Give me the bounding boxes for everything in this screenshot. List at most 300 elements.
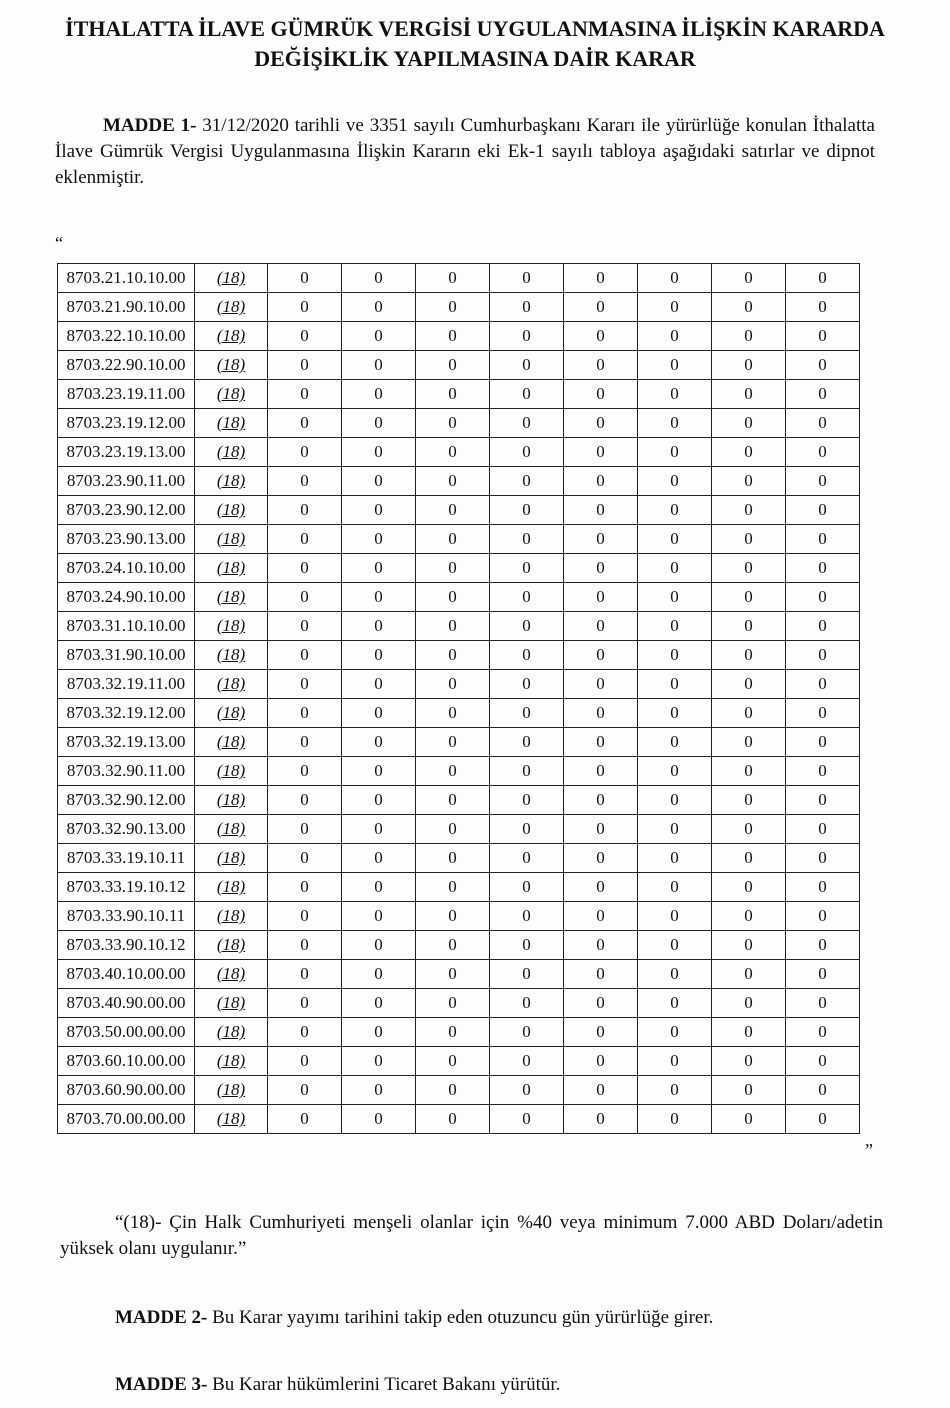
rate-cell: 0 xyxy=(268,844,342,873)
rate-cell: 0 xyxy=(638,583,712,612)
rate-cell: 0 xyxy=(638,264,712,293)
rate-cell: 0 xyxy=(638,989,712,1018)
rate-cell: 0 xyxy=(268,1047,342,1076)
rate-cell: 0 xyxy=(416,699,490,728)
rate-cell: 0 xyxy=(342,931,416,960)
rate-cell: 0 xyxy=(638,525,712,554)
rate-cell: 0 xyxy=(638,786,712,815)
article-2-label: MADDE 2- xyxy=(115,1307,208,1328)
footnote-ref-cell: (18) xyxy=(195,844,268,873)
tariff-code-cell: 8703.33.19.10.12 xyxy=(58,873,195,902)
tariff-code-cell: 8703.60.90.00.00 xyxy=(58,1076,195,1105)
rate-cell: 0 xyxy=(786,496,860,525)
rate-cell: 0 xyxy=(490,873,564,902)
rate-cell: 0 xyxy=(490,1105,564,1134)
table-row xyxy=(58,902,860,931)
rate-cell: 0 xyxy=(416,496,490,525)
rate-cell: 0 xyxy=(268,670,342,699)
rate-cell: 0 xyxy=(416,554,490,583)
rate-cell: 0 xyxy=(416,931,490,960)
rate-cell: 0 xyxy=(342,902,416,931)
rate-cell: 0 xyxy=(786,438,860,467)
rate-cell: 0 xyxy=(416,670,490,699)
rate-cell: 0 xyxy=(342,670,416,699)
rate-cell: 0 xyxy=(342,815,416,844)
rate-cell: 0 xyxy=(342,496,416,525)
table-row xyxy=(58,322,860,351)
rate-cell: 0 xyxy=(342,583,416,612)
rate-cell: 0 xyxy=(490,1018,564,1047)
rate-cell: 0 xyxy=(490,989,564,1018)
rate-cell: 0 xyxy=(268,322,342,351)
rate-cell: 0 xyxy=(712,409,786,438)
rate-cell: 0 xyxy=(712,380,786,409)
footnote-ref-cell: (18) xyxy=(195,380,268,409)
table-row xyxy=(58,380,860,409)
rate-cell: 0 xyxy=(638,902,712,931)
rate-cell: 0 xyxy=(268,496,342,525)
rate-cell: 0 xyxy=(786,1018,860,1047)
rate-cell: 0 xyxy=(490,409,564,438)
footnote-ref-cell: (18) xyxy=(195,1018,268,1047)
table-open-quote: “ xyxy=(55,233,63,253)
footnote-ref-cell: (18) xyxy=(195,322,268,351)
rate-cell: 0 xyxy=(638,438,712,467)
footnote-ref-cell: (18) xyxy=(195,989,268,1018)
rate-cell: 0 xyxy=(786,728,860,757)
rate-cell: 0 xyxy=(416,525,490,554)
table-row xyxy=(58,757,860,786)
tariff-code-cell: 8703.21.90.10.00 xyxy=(58,293,195,322)
rate-cell: 0 xyxy=(564,786,638,815)
rate-cell: 0 xyxy=(638,873,712,902)
footnote-ref-cell: (18) xyxy=(195,467,268,496)
rate-cell: 0 xyxy=(564,1105,638,1134)
rate-cell: 0 xyxy=(342,525,416,554)
rate-cell: 0 xyxy=(342,699,416,728)
tariff-code-cell: 8703.32.19.13.00 xyxy=(58,728,195,757)
rate-cell: 0 xyxy=(564,1018,638,1047)
rate-cell: 0 xyxy=(416,844,490,873)
table-row xyxy=(58,612,860,641)
footnote-ref-cell: (18) xyxy=(195,1076,268,1105)
rate-cell: 0 xyxy=(268,612,342,641)
tariff-code-cell: 8703.33.90.10.11 xyxy=(58,902,195,931)
rate-cell: 0 xyxy=(416,583,490,612)
tariff-code-cell: 8703.60.10.00.00 xyxy=(58,1047,195,1076)
rate-cell: 0 xyxy=(268,1105,342,1134)
footnote-ref-cell: (18) xyxy=(195,438,268,467)
rate-cell: 0 xyxy=(564,844,638,873)
rate-cell: 0 xyxy=(564,322,638,351)
rate-cell: 0 xyxy=(490,467,564,496)
rate-cell: 0 xyxy=(342,380,416,409)
rate-cell: 0 xyxy=(712,1018,786,1047)
rate-cell: 0 xyxy=(564,264,638,293)
rate-cell: 0 xyxy=(638,641,712,670)
article-1-label: MADDE 1- xyxy=(103,115,197,136)
rate-cell: 0 xyxy=(786,670,860,699)
rate-cell: 0 xyxy=(786,351,860,380)
article-1-paragraph xyxy=(55,113,875,191)
rate-cell: 0 xyxy=(342,641,416,670)
rate-cell: 0 xyxy=(564,612,638,641)
tariff-code-cell: 8703.50.00.00.00 xyxy=(58,1018,195,1047)
rate-cell: 0 xyxy=(786,612,860,641)
rate-cell: 0 xyxy=(490,1047,564,1076)
rate-cell: 0 xyxy=(268,554,342,583)
rate-cell: 0 xyxy=(564,583,638,612)
rate-cell: 0 xyxy=(712,293,786,322)
rate-cell: 0 xyxy=(490,380,564,409)
title-line-2: DEĞİŞİKLİK YAPILMASINA DAİR KARAR xyxy=(254,46,696,71)
rate-cell: 0 xyxy=(416,1047,490,1076)
footnote-ref-cell: (18) xyxy=(195,699,268,728)
rate-cell: 0 xyxy=(416,815,490,844)
rate-cell: 0 xyxy=(416,264,490,293)
rate-cell: 0 xyxy=(490,699,564,728)
rate-cell: 0 xyxy=(564,293,638,322)
rate-cell: 0 xyxy=(490,583,564,612)
table-row xyxy=(58,1047,860,1076)
rate-cell: 0 xyxy=(712,467,786,496)
rate-cell: 0 xyxy=(786,786,860,815)
table-row xyxy=(58,931,860,960)
rate-cell: 0 xyxy=(342,1018,416,1047)
table-row xyxy=(58,989,860,1018)
rate-cell: 0 xyxy=(564,1076,638,1105)
rate-cell: 0 xyxy=(490,641,564,670)
table-row xyxy=(58,467,860,496)
table-row xyxy=(58,699,860,728)
rate-cell: 0 xyxy=(638,1105,712,1134)
rate-cell: 0 xyxy=(490,496,564,525)
rate-cell: 0 xyxy=(268,467,342,496)
rate-cell: 0 xyxy=(564,641,638,670)
rate-cell: 0 xyxy=(416,728,490,757)
rate-cell: 0 xyxy=(786,989,860,1018)
rate-cell: 0 xyxy=(490,554,564,583)
tariff-code-cell: 8703.40.10.00.00 xyxy=(58,960,195,989)
document-title xyxy=(0,14,950,74)
rate-cell: 0 xyxy=(638,293,712,322)
rate-cell: 0 xyxy=(638,960,712,989)
rate-cell: 0 xyxy=(490,525,564,554)
rate-cell: 0 xyxy=(268,583,342,612)
table-row xyxy=(58,438,860,467)
rate-cell: 0 xyxy=(786,467,860,496)
rate-cell: 0 xyxy=(786,554,860,583)
tariff-code-cell: 8703.22.10.10.00 xyxy=(58,322,195,351)
table-row xyxy=(58,786,860,815)
rate-cell: 0 xyxy=(712,844,786,873)
table-close-quote: ” xyxy=(865,1140,873,1160)
rate-cell: 0 xyxy=(416,409,490,438)
rate-cell: 0 xyxy=(786,293,860,322)
tariff-code-cell: 8703.24.90.10.00 xyxy=(58,583,195,612)
rate-cell: 0 xyxy=(564,931,638,960)
rate-cell: 0 xyxy=(712,264,786,293)
tariff-code-cell: 8703.21.10.10.00 xyxy=(58,264,195,293)
table-row xyxy=(58,1018,860,1047)
table-row xyxy=(58,844,860,873)
table-row xyxy=(58,641,860,670)
footnote-ref-cell: (18) xyxy=(195,641,268,670)
rate-cell: 0 xyxy=(268,438,342,467)
rate-cell: 0 xyxy=(712,496,786,525)
rate-cell: 0 xyxy=(638,931,712,960)
rate-cell: 0 xyxy=(786,641,860,670)
rate-cell: 0 xyxy=(268,931,342,960)
rate-cell: 0 xyxy=(564,554,638,583)
rate-cell: 0 xyxy=(416,873,490,902)
footnote-ref-cell: (18) xyxy=(195,960,268,989)
rate-cell: 0 xyxy=(712,989,786,1018)
rate-cell: 0 xyxy=(638,322,712,351)
footnote-ref-cell: (18) xyxy=(195,728,268,757)
title-line-1: İTHALATTA İLAVE GÜMRÜK VERGİSİ UYGULANMASINA İLİŞKİN KARARDA xyxy=(65,16,885,41)
rate-cell: 0 xyxy=(786,699,860,728)
rate-cell: 0 xyxy=(416,989,490,1018)
rate-cell: 0 xyxy=(490,931,564,960)
rate-cell: 0 xyxy=(712,786,786,815)
table-row xyxy=(58,496,860,525)
rate-cell: 0 xyxy=(564,525,638,554)
rate-cell: 0 xyxy=(786,902,860,931)
rate-cell: 0 xyxy=(564,496,638,525)
rate-cell: 0 xyxy=(638,1076,712,1105)
rate-cell: 0 xyxy=(786,525,860,554)
table-row xyxy=(58,960,860,989)
rate-cell: 0 xyxy=(638,351,712,380)
footnote-ref-cell: (18) xyxy=(195,612,268,641)
rate-cell: 0 xyxy=(416,786,490,815)
rate-cell: 0 xyxy=(712,815,786,844)
rate-cell: 0 xyxy=(342,728,416,757)
rate-cell: 0 xyxy=(342,554,416,583)
footnote-ref-cell: (18) xyxy=(195,873,268,902)
rate-cell: 0 xyxy=(712,699,786,728)
rate-cell: 0 xyxy=(564,757,638,786)
rate-cell: 0 xyxy=(490,293,564,322)
rate-cell: 0 xyxy=(416,1018,490,1047)
rate-cell: 0 xyxy=(712,351,786,380)
rate-cell: 0 xyxy=(638,757,712,786)
rate-cell: 0 xyxy=(268,641,342,670)
table-row xyxy=(58,583,860,612)
rate-cell: 0 xyxy=(638,815,712,844)
footnote-ref-cell: (18) xyxy=(195,902,268,931)
tariff-code-cell: 8703.31.90.10.00 xyxy=(58,641,195,670)
rate-cell: 0 xyxy=(268,873,342,902)
footnote-ref-cell: (18) xyxy=(195,351,268,380)
rate-cell: 0 xyxy=(712,525,786,554)
footnote-ref-cell: (18) xyxy=(195,293,268,322)
rate-cell: 0 xyxy=(564,960,638,989)
rate-cell: 0 xyxy=(342,1105,416,1134)
rate-cell: 0 xyxy=(342,293,416,322)
footnote-ref-cell: (18) xyxy=(195,815,268,844)
rate-cell: 0 xyxy=(490,844,564,873)
rate-cell: 0 xyxy=(416,467,490,496)
article-2-paragraph xyxy=(115,1305,875,1331)
rate-cell: 0 xyxy=(786,322,860,351)
rate-cell: 0 xyxy=(416,351,490,380)
rate-cell: 0 xyxy=(268,264,342,293)
rate-cell: 0 xyxy=(786,1076,860,1105)
tariff-table xyxy=(57,263,860,1134)
tariff-table-body xyxy=(58,264,860,1134)
rate-cell: 0 xyxy=(712,670,786,699)
rate-cell: 0 xyxy=(564,467,638,496)
rate-cell: 0 xyxy=(490,438,564,467)
footnote-ref-cell: (18) xyxy=(195,264,268,293)
rate-cell: 0 xyxy=(342,438,416,467)
rate-cell: 0 xyxy=(564,438,638,467)
tariff-code-cell: 8703.32.90.13.00 xyxy=(58,815,195,844)
tariff-code-cell: 8703.32.90.12.00 xyxy=(58,786,195,815)
footnote-ref-cell: (18) xyxy=(195,1047,268,1076)
tariff-code-cell: 8703.32.19.11.00 xyxy=(58,670,195,699)
rate-cell: 0 xyxy=(786,873,860,902)
rate-cell: 0 xyxy=(638,380,712,409)
rate-cell: 0 xyxy=(342,409,416,438)
rate-cell: 0 xyxy=(490,902,564,931)
rate-cell: 0 xyxy=(712,728,786,757)
rate-cell: 0 xyxy=(712,641,786,670)
rate-cell: 0 xyxy=(342,322,416,351)
article-3-label: MADDE 3- xyxy=(115,1374,208,1395)
rate-cell: 0 xyxy=(712,902,786,931)
tariff-code-cell: 8703.22.90.10.00 xyxy=(58,351,195,380)
rate-cell: 0 xyxy=(712,1047,786,1076)
rate-cell: 0 xyxy=(786,815,860,844)
rate-cell: 0 xyxy=(638,728,712,757)
rate-cell: 0 xyxy=(712,322,786,351)
rate-cell: 0 xyxy=(342,264,416,293)
rate-cell: 0 xyxy=(342,873,416,902)
tariff-code-cell: 8703.31.10.10.00 xyxy=(58,612,195,641)
tariff-code-cell: 8703.23.90.13.00 xyxy=(58,525,195,554)
rate-cell: 0 xyxy=(786,583,860,612)
rate-cell: 0 xyxy=(268,960,342,989)
footnote-ref-cell: (18) xyxy=(195,583,268,612)
rate-cell: 0 xyxy=(786,409,860,438)
article-3-text: Bu Karar hükümlerini Ticaret Bakanı yürütür. xyxy=(207,1374,561,1395)
rate-cell: 0 xyxy=(268,1018,342,1047)
footnote-ref-cell: (18) xyxy=(195,496,268,525)
rate-cell: 0 xyxy=(490,322,564,351)
rate-cell: 0 xyxy=(268,409,342,438)
rate-cell: 0 xyxy=(786,844,860,873)
footnote-ref-cell: (18) xyxy=(195,409,268,438)
rate-cell: 0 xyxy=(416,641,490,670)
rate-cell: 0 xyxy=(268,989,342,1018)
rate-cell: 0 xyxy=(564,1047,638,1076)
rate-cell: 0 xyxy=(342,1076,416,1105)
table-row xyxy=(58,728,860,757)
rate-cell: 0 xyxy=(490,960,564,989)
table-row xyxy=(58,1105,860,1134)
rate-cell: 0 xyxy=(342,844,416,873)
rate-cell: 0 xyxy=(490,786,564,815)
tariff-code-cell: 8703.40.90.00.00 xyxy=(58,989,195,1018)
footnote-paragraph: “(18)- Çin Halk Cumhuriyeti menşeli olanlar için %40 veya minimum 7.000 ABD Doları/adetin yüksek olanı uygulanır.” xyxy=(60,1212,883,1259)
rate-cell: 0 xyxy=(268,902,342,931)
rate-cell: 0 xyxy=(638,612,712,641)
rate-cell: 0 xyxy=(786,1047,860,1076)
rate-cell: 0 xyxy=(342,786,416,815)
tariff-code-cell: 8703.23.90.11.00 xyxy=(58,467,195,496)
rate-cell: 0 xyxy=(342,351,416,380)
rate-cell: 0 xyxy=(638,1047,712,1076)
article-3-paragraph xyxy=(115,1372,875,1398)
rate-cell: 0 xyxy=(342,989,416,1018)
rate-cell: 0 xyxy=(416,612,490,641)
rate-cell: 0 xyxy=(564,670,638,699)
rate-cell: 0 xyxy=(564,409,638,438)
rate-cell: 0 xyxy=(786,380,860,409)
rate-cell: 0 xyxy=(564,699,638,728)
rate-cell: 0 xyxy=(268,699,342,728)
tariff-code-cell: 8703.33.90.10.12 xyxy=(58,931,195,960)
rate-cell: 0 xyxy=(416,438,490,467)
rate-cell: 0 xyxy=(490,728,564,757)
rate-cell: 0 xyxy=(416,960,490,989)
rate-cell: 0 xyxy=(564,351,638,380)
table-row xyxy=(58,815,860,844)
rate-cell: 0 xyxy=(490,264,564,293)
rate-cell: 0 xyxy=(268,728,342,757)
rate-cell: 0 xyxy=(490,815,564,844)
rate-cell: 0 xyxy=(342,467,416,496)
rate-cell: 0 xyxy=(786,1105,860,1134)
table-row xyxy=(58,873,860,902)
rate-cell: 0 xyxy=(712,931,786,960)
rate-cell: 0 xyxy=(490,670,564,699)
tariff-code-cell: 8703.24.10.10.00 xyxy=(58,554,195,583)
rate-cell: 0 xyxy=(712,554,786,583)
rate-cell: 0 xyxy=(416,902,490,931)
rate-cell: 0 xyxy=(638,1018,712,1047)
rate-cell: 0 xyxy=(268,293,342,322)
rate-cell: 0 xyxy=(712,1076,786,1105)
rate-cell: 0 xyxy=(564,902,638,931)
rate-cell: 0 xyxy=(490,1076,564,1105)
footnote-ref-cell: (18) xyxy=(195,670,268,699)
rate-cell: 0 xyxy=(786,757,860,786)
rate-cell: 0 xyxy=(490,612,564,641)
rate-cell: 0 xyxy=(712,1105,786,1134)
table-row xyxy=(58,351,860,380)
rate-cell: 0 xyxy=(268,815,342,844)
article-2-text: Bu Karar yayımı tarihini takip eden otuzuncu gün yürürlüğe girer. xyxy=(207,1307,714,1328)
tariff-code-cell: 8703.23.19.13.00 xyxy=(58,438,195,467)
tariff-code-cell: 8703.33.19.10.11 xyxy=(58,844,195,873)
rate-cell: 0 xyxy=(342,757,416,786)
rate-cell: 0 xyxy=(416,380,490,409)
footnote-ref-cell: (18) xyxy=(195,1105,268,1134)
table-row xyxy=(58,525,860,554)
rate-cell: 0 xyxy=(786,931,860,960)
rate-cell: 0 xyxy=(342,1047,416,1076)
rate-cell: 0 xyxy=(712,583,786,612)
footnote-ref-cell: (18) xyxy=(195,554,268,583)
tariff-code-cell: 8703.23.90.12.00 xyxy=(58,496,195,525)
tariff-code-cell: 8703.23.19.12.00 xyxy=(58,409,195,438)
rate-cell: 0 xyxy=(416,322,490,351)
tariff-code-cell: 8703.70.00.00.00 xyxy=(58,1105,195,1134)
